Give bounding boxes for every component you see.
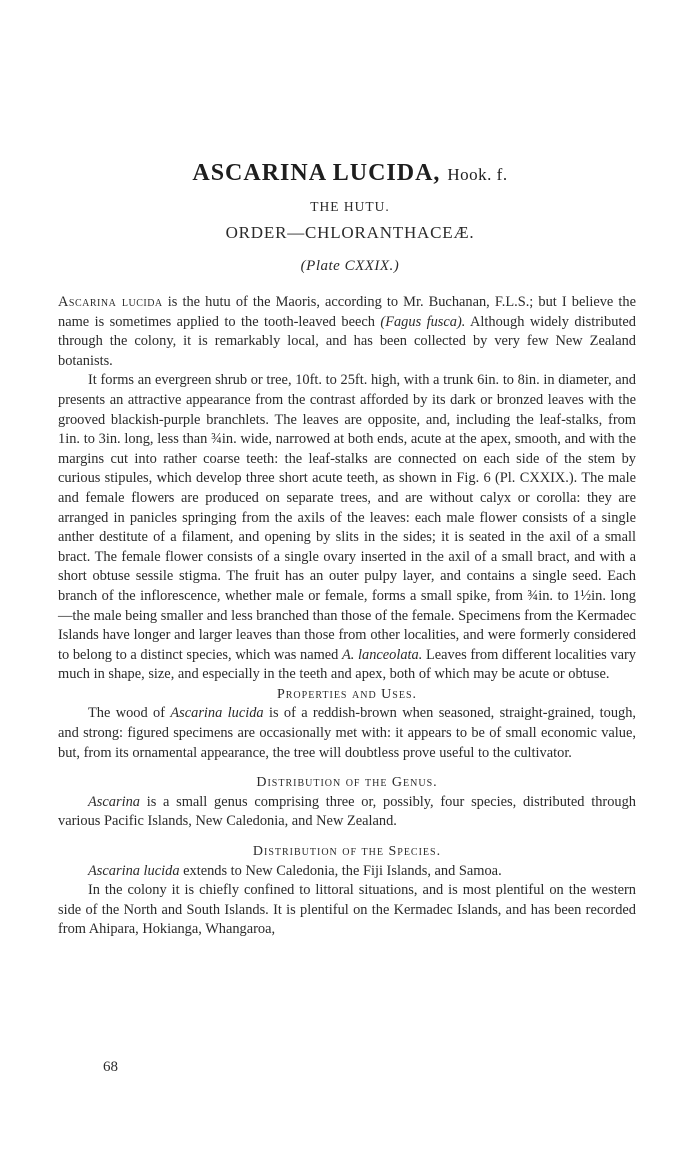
paragraph-text: The wood of — [88, 705, 171, 722]
paragraph-localities: In the colony it is chiefly confined to littoral situations, and is most plentiful on the western side of the North and South Islands. It is plentiful on the Kermadec Islands, and has been recorded from Ahipara, Hokianga, Whangaroa, — [58, 882, 636, 938]
paragraph-text: is of a reddish-brown when seasoned, straight-grained, tough, and strong: figured specimens are occasionally met with: it appears to be of small economic value, but, from its ornamental appearance, the tree will doubtless prove useful to the cultivator. — [58, 705, 637, 761]
common-name: THE HUTU. — [310, 199, 390, 214]
italic-term: (Fagus fusca). — [380, 313, 466, 330]
italic-term: Ascarina lucida — [88, 862, 180, 879]
plate-reference: (Plate CXXIX.) — [300, 258, 400, 274]
section-heading-species: Distribution of the Species. — [252, 844, 442, 860]
paragraph-text: Leaves from different localities vary much in shape, size, and especially in the teeth and apex, both of which may be acute or obtuse. — [58, 646, 636, 683]
italic-term: Ascarina — [88, 793, 140, 810]
species-authority: Hook. f. — [447, 165, 508, 184]
paragraph-text: Although widely distributed through the colony, it is remarkably local, and has been collected by very few New Zealand botanists. — [58, 313, 636, 369]
species-lead: Ascarina lucida — [58, 294, 163, 310]
page-title — [0, 160, 700, 187]
paragraph-description — [58, 371, 636, 685]
italic-term: Ascarina lucida — [170, 705, 264, 722]
paragraph-genus — [58, 793, 636, 832]
order-line: ORDER—CHLORANTHACEÆ. — [225, 223, 475, 242]
page-number: 68 — [103, 1059, 118, 1075]
paragraph-text: extends to New Caledonia, the Fiji Islands, and Samoa. — [179, 862, 502, 879]
italic-term: A. lanceolata. — [341, 646, 423, 663]
paragraph-text: is a small genus comprising three or, possibly, four species, distributed through various Pacific Islands, New Caledonia, and New Zealand. — [58, 793, 636, 830]
paragraph-intro — [58, 293, 636, 371]
paragraph-species — [58, 862, 636, 882]
article-body — [58, 293, 636, 940]
section-heading-properties: Properties and Uses. — [276, 686, 418, 702]
paragraph-text: It forms an evergreen shrub or tree, 10ft. to 25ft. high, with a trunk 6in. to 8in. in diameter, and presents an attractive appearance from the contrast afforded by its dark or bronzed leaves with the grooved blackish-purple branchlets. The leaves are opposite, and, including the leaf-stalks, from 1in. to 3in. long, less than ¾in. wide, narrowed at both ends, acute at the apex, smooth, and with the margins cut into rather coarse teeth: the leaf-stalks are connected on each side of the stem by curious stipules, which develop three short acute teeth, as shown in Fig. 6 (Pl. CXXIX.). The male and female flowers are produced on separate trees, and are without calyx or corolla: they are arranged in panicles springing from the axils of the leaves: each male flower consists of a single anther destitute of a filament, and opening by slits in the sides; it is seated in the axil of a small bract. The female flower consists of a single ovary inserted in the axil of a small bract, and with a short obtuse sessile stigma. The fruit has an outer pulpy layer, and contains a single seed. Each branch of the inflorescence, whether male or female, forms a small spike, from ¾in. to 1½in. long—the male being smaller and less branched than those of the female. Specimens from the Kermadec Islands have longer and larger leaves than those from other localities, and were formerly considered to belong to a distinct species, which was named — [58, 372, 636, 663]
paragraph-text: is the hutu of the Maoris, according to Mr. Buchanan, F.L.S.; but I believe the name is sometimes applied to the tooth-leaved beech — [58, 294, 636, 330]
paragraph-properties — [58, 704, 636, 763]
species-name: ASCARINA LUCIDA, — [192, 160, 441, 186]
section-heading-genus: Distribution of the Genus. — [256, 775, 438, 791]
